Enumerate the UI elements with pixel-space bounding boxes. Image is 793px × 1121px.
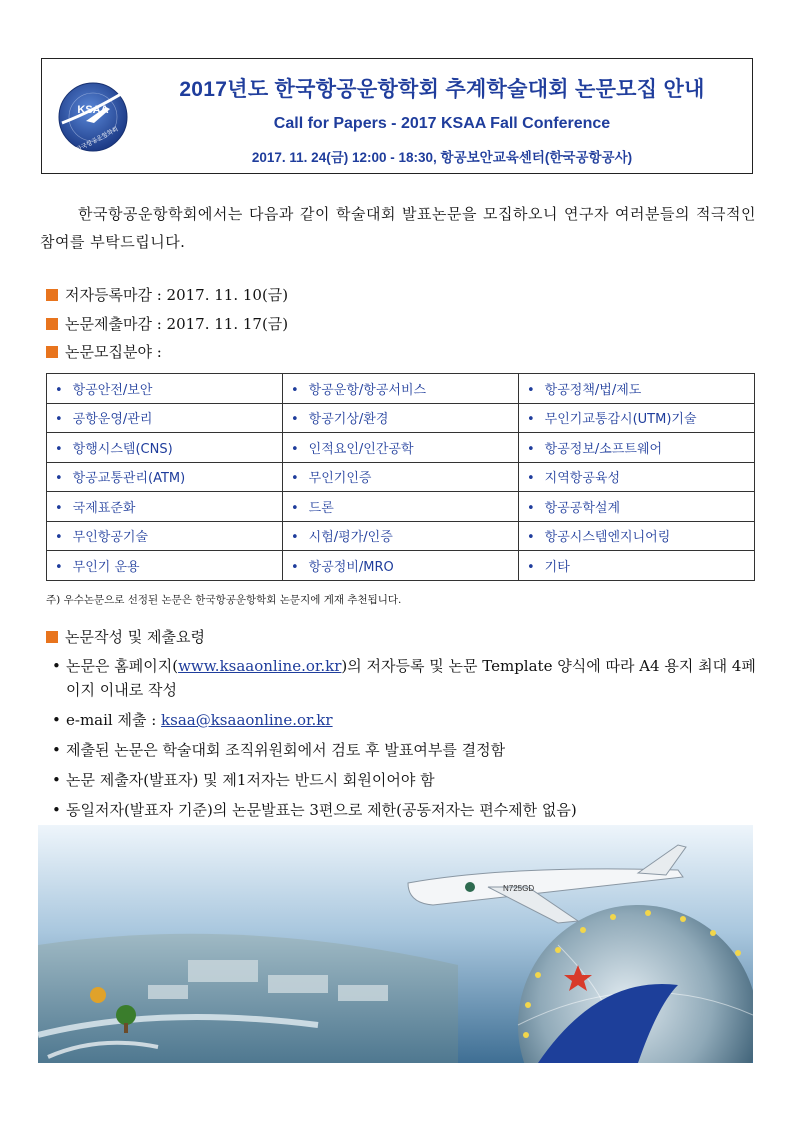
table-row	[47, 492, 755, 522]
requirements-list	[46, 654, 758, 828]
topic-cell: • 항공교통관리(ATM)	[47, 462, 283, 492]
topic-cell: • 무인기교통감시(UTM)기술	[519, 403, 755, 433]
topics-table	[46, 373, 755, 581]
orange-square-bullet-icon	[46, 346, 58, 358]
topic-cell: • 항공시스템엔지니어링	[519, 521, 755, 551]
requirements-heading-text: 논문작성 및 제출요령	[65, 628, 205, 646]
plane-registration: N725GD	[503, 884, 535, 893]
topic-cell: • 국제표준화	[47, 492, 283, 522]
email-link[interactable]: ksaa@ksaaonline.or.kr	[161, 711, 333, 729]
list-item: • 논문 제출자(발표자) 및 제1저자는 반드시 회원이어야 함	[46, 768, 758, 792]
topics-heading	[46, 341, 162, 362]
deadline-paper-submission	[46, 313, 288, 334]
topic-cell: • 무인기인증	[283, 462, 519, 492]
balloon	[90, 987, 106, 1003]
topic-cell: • 공항운영/관리	[47, 403, 283, 433]
page-subtitle: Call for Papers - 2017 KSAA Fall Conference	[273, 115, 611, 132]
list-item: • 동일저자(발표자 기준)의 논문발표는 3편으로 제한(공동저자는 편수제한 없음)	[46, 798, 758, 822]
header-box	[41, 58, 753, 174]
logo-text: KSAA	[77, 104, 109, 116]
table-row	[47, 374, 755, 404]
topic-cell: • 항행시스템(CNS)	[47, 433, 283, 463]
logo-ring-text: 한국항공운항학회	[75, 125, 120, 154]
topic-cell: • 항공안전/보안	[47, 374, 283, 404]
table-row	[47, 521, 755, 551]
topic-cell: • 무인기 운용	[47, 551, 283, 581]
orange-square-bullet-icon	[46, 318, 58, 330]
deadline-author-text: 저자등록마감 : 2017. 11. 10(금)	[65, 286, 289, 304]
homepage-link[interactable]: www.ksaaonline.or.kr	[178, 657, 342, 675]
list-item: • e-mail 제출 : ksaa@ksaaonline.or.kr	[46, 708, 758, 732]
tree	[116, 1005, 136, 1025]
intro-paragraph: 한국항공운항학회에서는 다음과 같이 학술대회 발표논문을 모집하오니 연구자 여러분들의 적극적인 참여를 부탁드립니다.	[40, 205, 756, 251]
deadline-author-registration	[46, 284, 288, 305]
topic-cell: • 항공기상/환경	[283, 403, 519, 433]
footnote: 주) 우수논문으로 선정된 논문은 한국항공운항학회 논문지에 게재 추천됩니다.	[46, 594, 402, 606]
table-row	[47, 433, 755, 463]
list-item: • 논문은 홈페이지(www.ksaaonline.or.kr)의 저자등록 및 논문 Template 양식에 따라 A4 용지 최대 4페이지 이내로 작성	[46, 654, 758, 702]
topic-cell: • 항공정책/법/제도	[519, 374, 755, 404]
topic-cell: • 인적요인/인간공학	[283, 433, 519, 463]
table-row	[47, 462, 755, 492]
deadline-submission-text: 논문제출마감 : 2017. 11. 17(금)	[65, 315, 289, 333]
event-date-venue: 2017. 11. 24(금) 12:00 - 18:30, 항공보안교육센터(한국공항공사)	[251, 150, 633, 165]
topic-cell: • 항공공학설계	[519, 492, 755, 522]
topic-cell: • 항공운항/항공서비스	[283, 374, 519, 404]
requirements-heading	[46, 626, 205, 647]
topic-cell: • 지역항공육성	[519, 462, 755, 492]
page-title: 2017년도 한국항공운항학회 추계학술대회 논문모집 안내	[179, 78, 705, 101]
topic-cell: • 기타	[519, 551, 755, 581]
orange-square-bullet-icon	[46, 289, 58, 301]
topics-heading-text: 논문모집분야 :	[65, 343, 162, 361]
airport-banner-image	[38, 825, 753, 1063]
orange-square-bullet-icon	[46, 631, 58, 643]
list-item: • 제출된 논문은 학술대회 조직위원회에서 검토 후 발표여부를 결정함	[46, 738, 758, 762]
table-row	[47, 403, 755, 433]
ksaa-logo	[56, 71, 130, 163]
topic-cell: • 항공정보/소프트웨어	[519, 433, 755, 463]
table-row	[47, 551, 755, 581]
topic-cell: • 항공정비/MRO	[283, 551, 519, 581]
topic-cell: • 드론	[283, 492, 519, 522]
topic-cell: • 무인항공기술	[47, 521, 283, 551]
topic-cell: • 시험/평가/인증	[283, 521, 519, 551]
